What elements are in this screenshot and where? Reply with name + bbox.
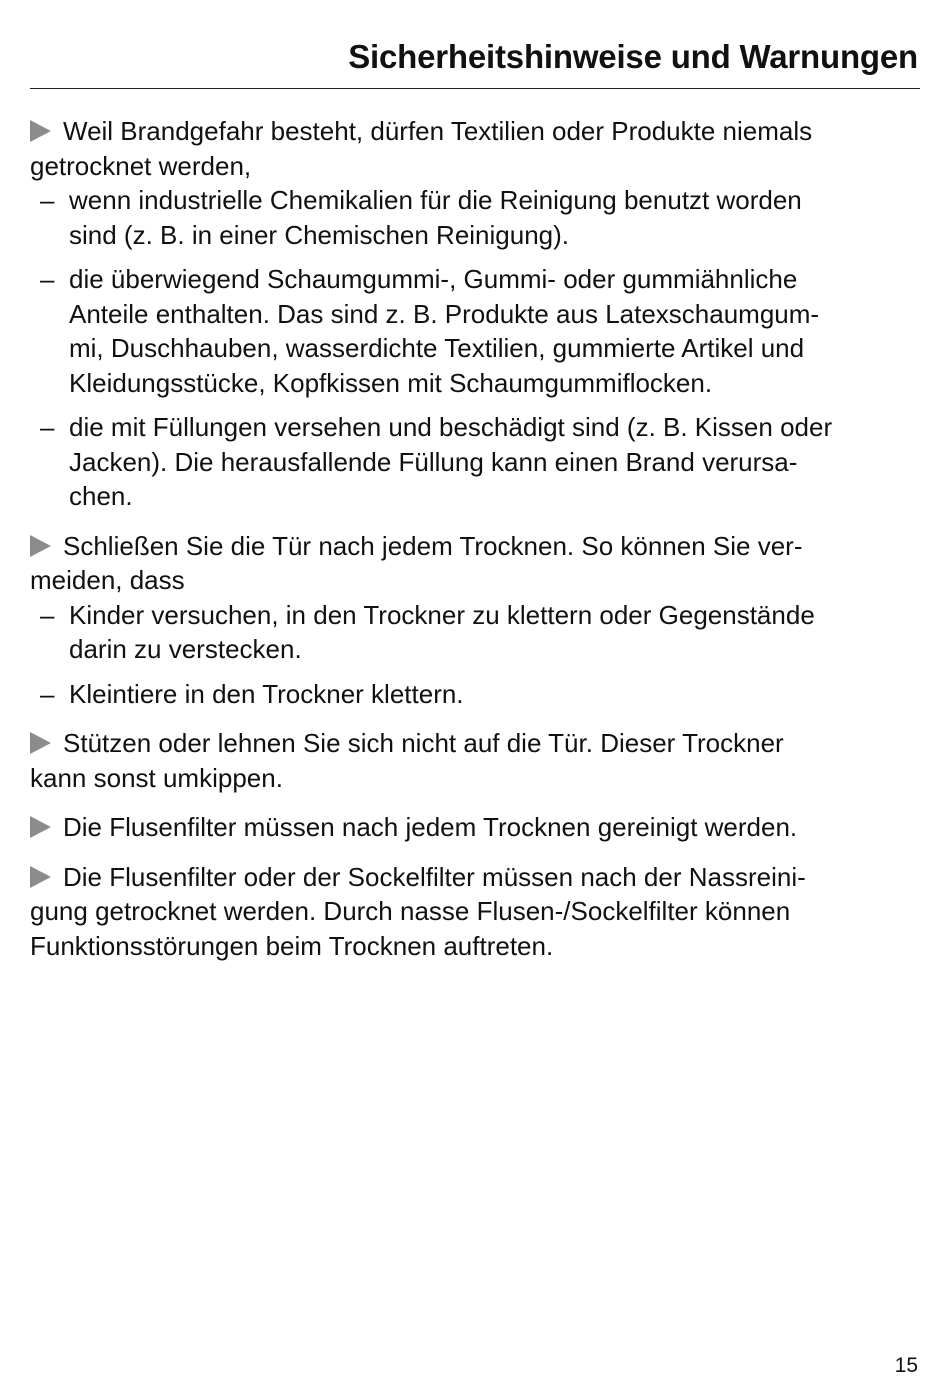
warning-line: meiden, dass (30, 565, 185, 595)
subitem-text (69, 410, 922, 514)
safety-warnings (30, 114, 922, 978)
warning-text (30, 529, 922, 598)
subitem-line: Kinder versuchen, in den Trockner zu klettern oder Gegenstände (69, 599, 815, 630)
triangle-bullet-icon (30, 816, 51, 838)
subitem-text (69, 677, 922, 712)
page-number: 15 (894, 1354, 918, 1377)
triangle-bullet-icon (30, 120, 51, 142)
subitem-text (69, 183, 922, 252)
warning-line: gung getrocknet werden. Durch nasse Flusen-/Sockelfilter können (30, 896, 791, 926)
subitem-line: sind (z. B. in einer Chemischen Reinigung). (69, 219, 570, 250)
triangle-bullet-icon (30, 866, 51, 888)
subitem-line: wenn industrielle Chemikalien für die Reinigung benutzt worden (69, 185, 802, 215)
subitem-line: Jacken). Die herausfallende Füllung kann einen Brand verursa- (69, 446, 798, 477)
dash-bullet: – (40, 264, 55, 294)
subitem-text (69, 598, 922, 667)
dash-bullet: – (40, 185, 55, 215)
warning-subitem (30, 410, 922, 514)
subitem-line: mi, Duschhauben, wasserdichte Textilien, gummierte Artikel und (69, 333, 805, 363)
warning-text (30, 726, 922, 795)
warning-subitem (30, 677, 922, 712)
subitem-text (69, 262, 922, 400)
subitem-line: Kleintiere in den Trockner klettern. (69, 678, 464, 709)
warning-subitem (30, 183, 922, 252)
warning-subitem (30, 262, 922, 400)
warning-text (30, 860, 922, 964)
warning-line: Weil Brandgefahr besteht, dürfen Textilien oder Produkte niemals (63, 116, 813, 146)
warning-text (30, 810, 922, 845)
warning-item (30, 726, 922, 795)
warning-line: Funktionsstörungen beim Trocknen auftreten. (30, 930, 554, 961)
warning-line: getrocknet werden, (30, 150, 252, 181)
triangle-bullet-icon (30, 732, 51, 754)
subitem-line: die mit Füllungen versehen und beschädigt sind (z. B. Kissen oder (69, 412, 833, 442)
subitem-line: Kleidungsstücke, Kopfkissen mit Schaumgummiflocken. (69, 367, 713, 398)
page-header (30, 38, 920, 89)
page-title: Sicherheitshinweise und Warnungen (348, 38, 918, 75)
warning-text (30, 114, 922, 183)
subitem-line: Anteile enthalten. Das sind z. B. Produkte aus Latexschaumgum- (69, 298, 820, 329)
warning-item (30, 114, 922, 514)
warning-line: kann sonst umkippen. (30, 762, 283, 793)
dash-bullet: – (40, 599, 55, 630)
warning-item (30, 529, 922, 712)
subitem-line: die überwiegend Schaumgummi-, Gummi- oder gummiähnliche (69, 264, 798, 294)
subitem-line: chen. (69, 481, 133, 511)
warning-line: Schließen Sie die Tür nach jedem Trocknen. So können Sie ver- (63, 530, 803, 561)
triangle-bullet-icon (30, 535, 51, 557)
warning-line: Die Flusenfilter müssen nach jedem Trocknen gereinigt werden. (63, 812, 798, 842)
warning-line: Die Flusenfilter oder der Sockelfilter müssen nach der Nassreini- (63, 861, 806, 892)
dash-bullet: – (40, 678, 55, 709)
warning-line: Stützen oder lehnen Sie sich nicht auf die Tür. Dieser Trockner (63, 728, 784, 758)
warning-item (30, 860, 922, 964)
subitem-line: darin zu verstecken. (69, 634, 302, 664)
warning-subitem (30, 598, 922, 667)
warning-item (30, 810, 922, 845)
dash-bullet: – (40, 412, 55, 442)
